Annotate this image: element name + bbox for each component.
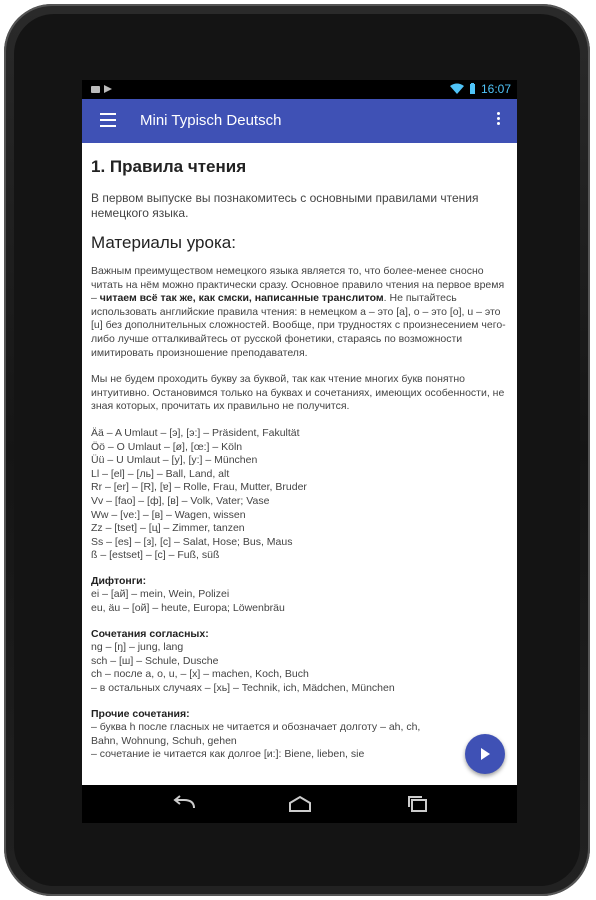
status-bar xyxy=(82,80,517,99)
list-item: Ww – [ve:] – [в] – Wagen, wissen xyxy=(91,508,246,521)
materials-heading: Материалы урока: xyxy=(91,233,236,252)
other-section xyxy=(91,708,508,762)
section-title: Дифтонги: xyxy=(91,574,147,587)
play-icon xyxy=(481,748,490,760)
list-item: Vv – [fao] – [ф], [в] – Volk, Vater; Vase xyxy=(91,494,270,507)
consonants-section xyxy=(91,628,508,696)
notification-icons xyxy=(90,83,120,98)
battery-icon xyxy=(469,83,476,95)
paragraph-letters-intro: Мы не будем проходить букву за буквой, так как чтение многих букв понятно интуитивно. Остановимся только на буквах и сочетаниях, имеющих особенности, не зная которых, прочитать их правильно не получится. xyxy=(91,373,505,413)
lesson-intro: В первом выпуске вы познакомитесь с основными правилами чтения немецкого языка. xyxy=(91,191,479,220)
recents-icon[interactable] xyxy=(404,793,432,815)
letters-list xyxy=(91,427,508,563)
list-item: Ss – [es] – [з], [с] – Salat, Hose; Bus, Maus xyxy=(91,535,293,548)
lesson-content[interactable] xyxy=(82,143,517,785)
list-item: Ää – A Umlaut – [э], [э:] – Präsident, Fakultät xyxy=(91,426,300,439)
back-icon[interactable] xyxy=(170,793,198,815)
paragraph-text: Важным преимуществом немецкого языка является то, что более-менее сносно читать на нём можно практически сразу. Основное правило чтения на первое время – xyxy=(91,265,505,305)
app-bar xyxy=(82,99,517,143)
wifi-icon xyxy=(450,83,464,95)
hamburger-menu-icon[interactable] xyxy=(100,113,116,127)
list-item: – буква h после гласных не читается и обозначает долготу – ah, ch, xyxy=(91,721,421,734)
status-time: 16:07 xyxy=(480,82,511,96)
list-item: Üü – U Umlaut – [y], [y:] – München xyxy=(91,454,258,467)
paragraph-reading-rules xyxy=(91,265,508,360)
list-item: Bahn, Wohnung, Schuh, gehen xyxy=(91,734,237,747)
app-title: Mini Typisch Deutsch xyxy=(140,112,282,129)
section-title: Прочие сочетания: xyxy=(91,707,190,720)
list-item: ch – после a, o, u, – [х] – machen, Koch, Buch xyxy=(91,668,309,681)
paragraph-text: . Не пытайтесь использовать английские правила чтения: в немецком a – это [a], o – это [o], u – это [u] без дополнительных сложностей. Вообще, при трудностях с произнесением чего-либо лучше отталкивайтесь от русской фонетики, стараясь по возможности имитировать произношение преподавателя. xyxy=(91,292,506,359)
list-item: ng – [ŋ] – jung, lang xyxy=(91,641,184,654)
lesson-title: 1. Правила чтения xyxy=(91,157,247,176)
play-button[interactable] xyxy=(465,734,505,774)
navigation-bar xyxy=(82,785,517,823)
notification-icon xyxy=(90,83,120,95)
section-title: Сочетания согласных: xyxy=(91,627,209,640)
list-item: – в остальных случаях – [хь] – Technik, ich, Mädchen, München xyxy=(91,682,395,695)
list-item: ei – [ай] – mein, Wein, Polizei xyxy=(91,588,230,601)
list-item: Öö – O Umlaut – [ø], [œ:] – Köln xyxy=(91,440,243,453)
more-vert-icon[interactable] xyxy=(497,112,501,127)
diphthongs-section xyxy=(91,575,508,616)
home-icon[interactable] xyxy=(286,793,314,815)
list-item: – сочетание ie читается как долгое [и:]: Biene, lieben, sie xyxy=(91,748,365,761)
list-item: Zz – [tset] – [ц] – Zimmer, tanzen xyxy=(91,522,245,535)
list-item: Ll – [el] – [ль] – Ball, Land, alt xyxy=(91,467,230,480)
list-item: Rr – [er] – [R], [ɐ] – Rolle, Frau, Mutter, Bruder xyxy=(91,481,307,494)
list-item: eu, äu – [ой] – heute, Europa; Löwenbräu xyxy=(91,602,285,615)
list-item: ß – [estset] – [с] – Fuß, süß xyxy=(91,549,220,562)
paragraph-bold-text: читаем всё так же, как смски, написанные транслитом xyxy=(99,292,384,305)
list-item: sch – [ш] – Schule, Dusche xyxy=(91,654,219,667)
